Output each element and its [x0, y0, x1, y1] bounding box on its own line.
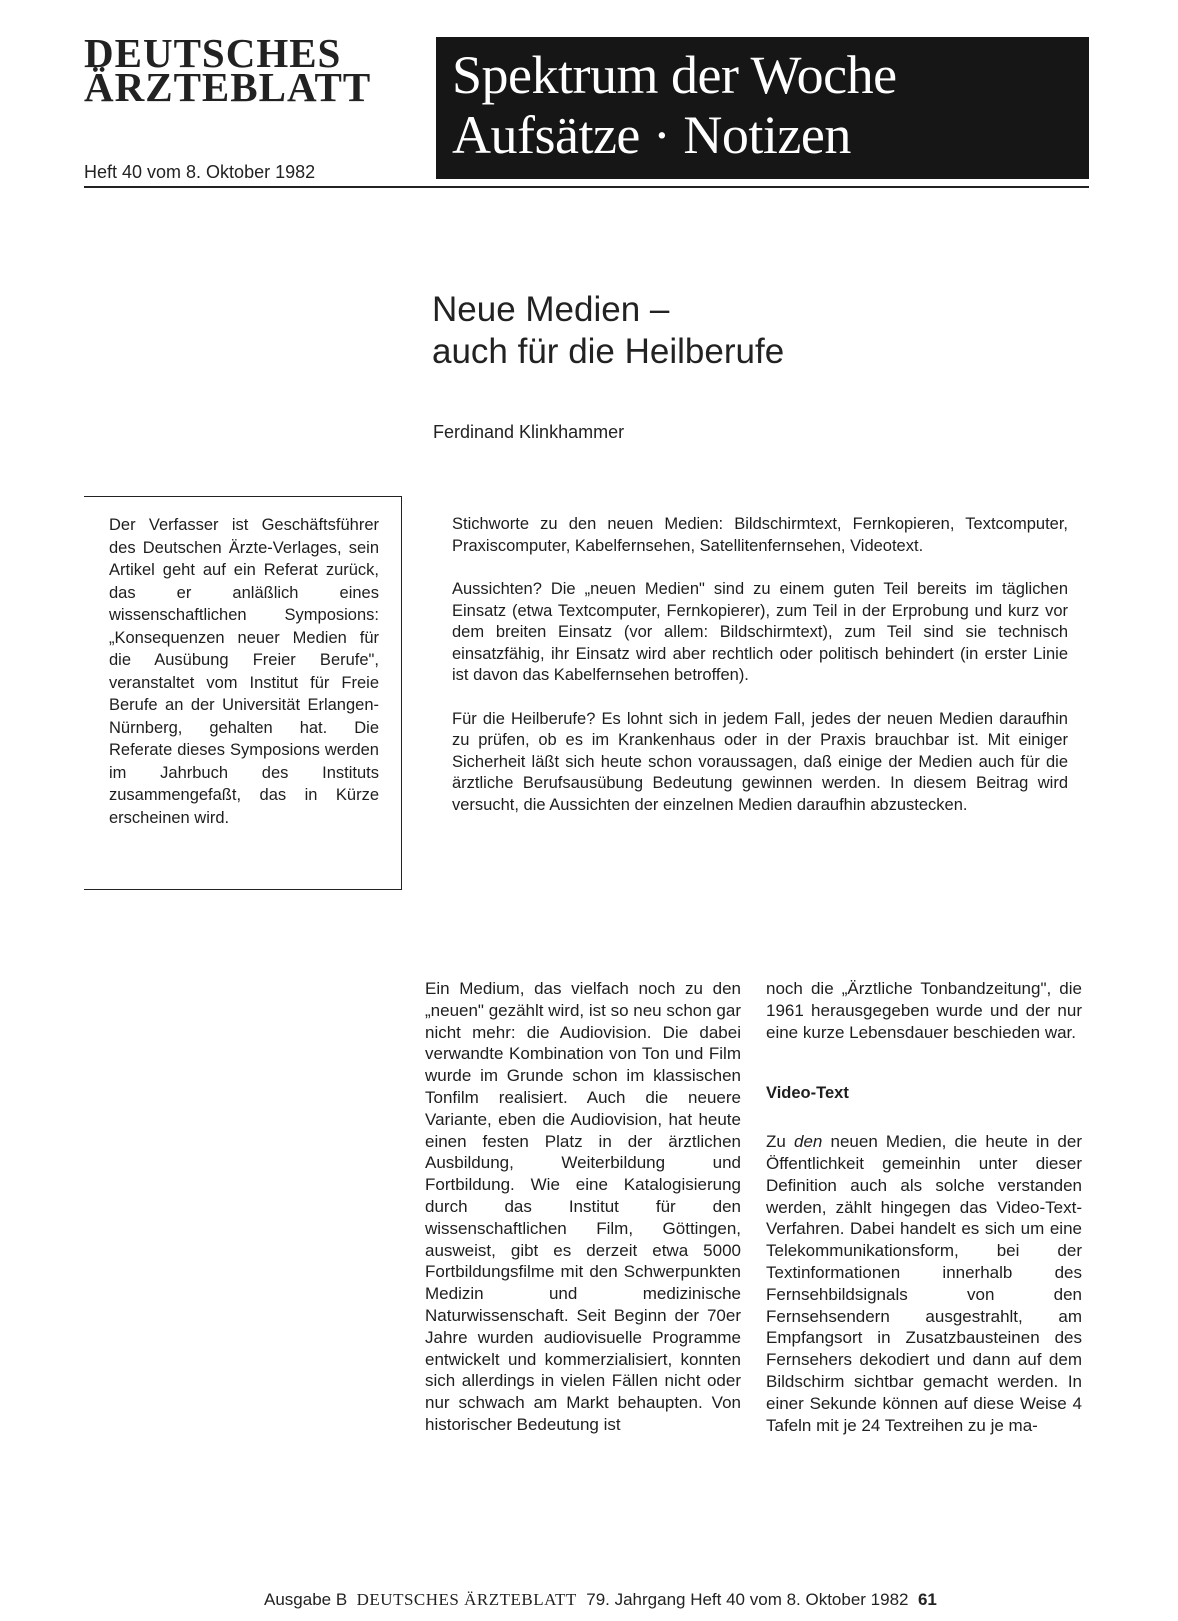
subheading-video-text: Video-Text	[766, 1084, 849, 1103]
page-number: 61	[917, 1590, 937, 1609]
videotext-body: neuen Medien, die heute in der Öffentlichkeit gemeinhin unter dieser Definition auch als solche verstanden werden, zählt hingegen das Video-Text-Verfahren. Dabei handelt es sich um eine Telekommunikationsform, bei der Textinformationen innerhalb des Fernsehbildsignals von den Fernsehsendern ausgestrahlt, am Empfangsort in Zusatzbausteinen des Fernsehers dekodiert und dann auf dem Bildschirm sichtbar gemacht werden. In einer Sekunde können auf diese Weise 4 Tafeln mit je 24 Textreihen zu je ma-	[766, 1132, 1082, 1435]
banner-line-2: Aufsätze · Notizen	[452, 105, 851, 165]
page-footer	[264, 1590, 937, 1610]
lead-paragraph-keywords: Stichworte zu den neuen Medien: Bildschirmtext, Fernkopieren, Textcomputer, Praxiscomputer, Kabelfernsehen, Satellitenfernsehen, Videotext.	[452, 515, 1068, 555]
issue-line: Heft 40 vom 8. Oktober 1982	[84, 162, 316, 182]
article-title	[432, 289, 784, 373]
masthead-line-2: ÄRZTEBLATT	[84, 64, 372, 110]
author-note-text: Der Verfasser ist Geschäftsführer des Deutschen Ärzte-Verlages, sein Artikel geht auf ein Referat zurück, das er anläßlich eines wissenschaftlichen Symposions: „Konsequenzen neuer Medien für die Ausübung Freier Berufe", veranstaltet vom Institut für Freie Berufe an der Universität Erlangen-Nürnberg, gehalten hat. Die Referate dieses Symposions werden im Jahrbuch des Instituts zusammengefaßt, das in Kürze erscheinen wird.	[109, 516, 379, 827]
body-column-left	[425, 978, 741, 1436]
title-line-2: auch für die Heilberufe	[432, 332, 785, 371]
header-rule	[84, 186, 1089, 188]
body-column-right	[766, 978, 1082, 1436]
journal-masthead	[84, 30, 372, 110]
footer-issue: 79. Jahrgang Heft 40 vom 8. Oktober 1982	[586, 1590, 909, 1609]
footer-journal: DEUTSCHES ÄRZTEBLATT	[356, 1590, 577, 1609]
banner-line-1: Spektrum der Woche	[452, 45, 897, 105]
footer-edition: Ausgabe B	[264, 1590, 348, 1609]
title-line-1: Neue Medien –	[432, 290, 670, 329]
article-author: Ferdinand Klinkhammer	[433, 422, 625, 442]
body-paragraph-tonband: noch die „Ärztliche Tonbandzeitung", die 1961 herausgegeben wurde und der nur eine kurze Lebensdauer beschieden war.	[766, 979, 1082, 1042]
body-paragraph-audiovision: Ein Medium, das vielfach noch zu den „neuen" gezählt wird, ist so neu schon gar nicht mehr: die Audiovision. Die dabei verwandte Kombination von Ton und Film wurde im Grunde schon im klassischen Tonfilm realisiert. Auch die neuere Variante, eben die Audiovision, hat heute einen festen Platz in der ärztlichen Ausbildung, Weiterbildung und Fortbildung. Wie eine Katalogisierung durch das Institut für den wissenschaftlichen Film, Göttingen, ausweist, gibt es derzeit etwa 5000 Fortbildungsfilme mit den Schwerpunkten Medizin und medizinische Naturwissenschaft. Seit Beginn der 70er Jahre wurden audiovisuelle Programme entwickelt und kommerzialisiert, konnten sich allerdings in vielen Fällen nicht oder nur schwach am Markt behaupten. Von historischer Bedeutung ist	[425, 979, 741, 1434]
lead-paragraph-health: Für die Heilberufe? Es lohnt sich in jedem Fall, jedes der neuen Medien daraufhin zu prüfen, ob es im Krankenhaus oder in der Praxis brauchbar ist. Mit einiger Sicherheit läßt sich heute schon voraussagen, daß einige der Medien auch für die ärztliche Berufsausübung Bedeutung gewinnen werden. In diesem Beitrag wird versucht, die Aussichten der einzelnen Medien daraufhin abzustecken.	[452, 709, 1068, 814]
lead-paragraph-outlook: Aussichten? Die „neuen Medien" sind zu einem guten Teil bereits im täglichen Einsatz (etwa Textcomputer, Fernkopierer), zum Teil in der Erprobung und kurz vor dem breiten Einsatz (vor allem: Bildschirmtext), zum Teil sind sie technisch einsatzfähig, ihr Einsatz wird aber rechtlich oder politisch behindert (in erster Linie ist davon das Kabelfernsehen betroffen).	[452, 580, 1068, 684]
article-lead	[452, 514, 1068, 838]
masthead-line-1: DEUTSCHES	[84, 30, 342, 76]
videotext-emphasis: den	[793, 1132, 823, 1152]
body-paragraph-videotext	[766, 1131, 1082, 1436]
videotext-lead-in: Zu	[766, 1132, 794, 1152]
author-note-box	[84, 496, 402, 890]
section-banner	[436, 37, 1089, 179]
